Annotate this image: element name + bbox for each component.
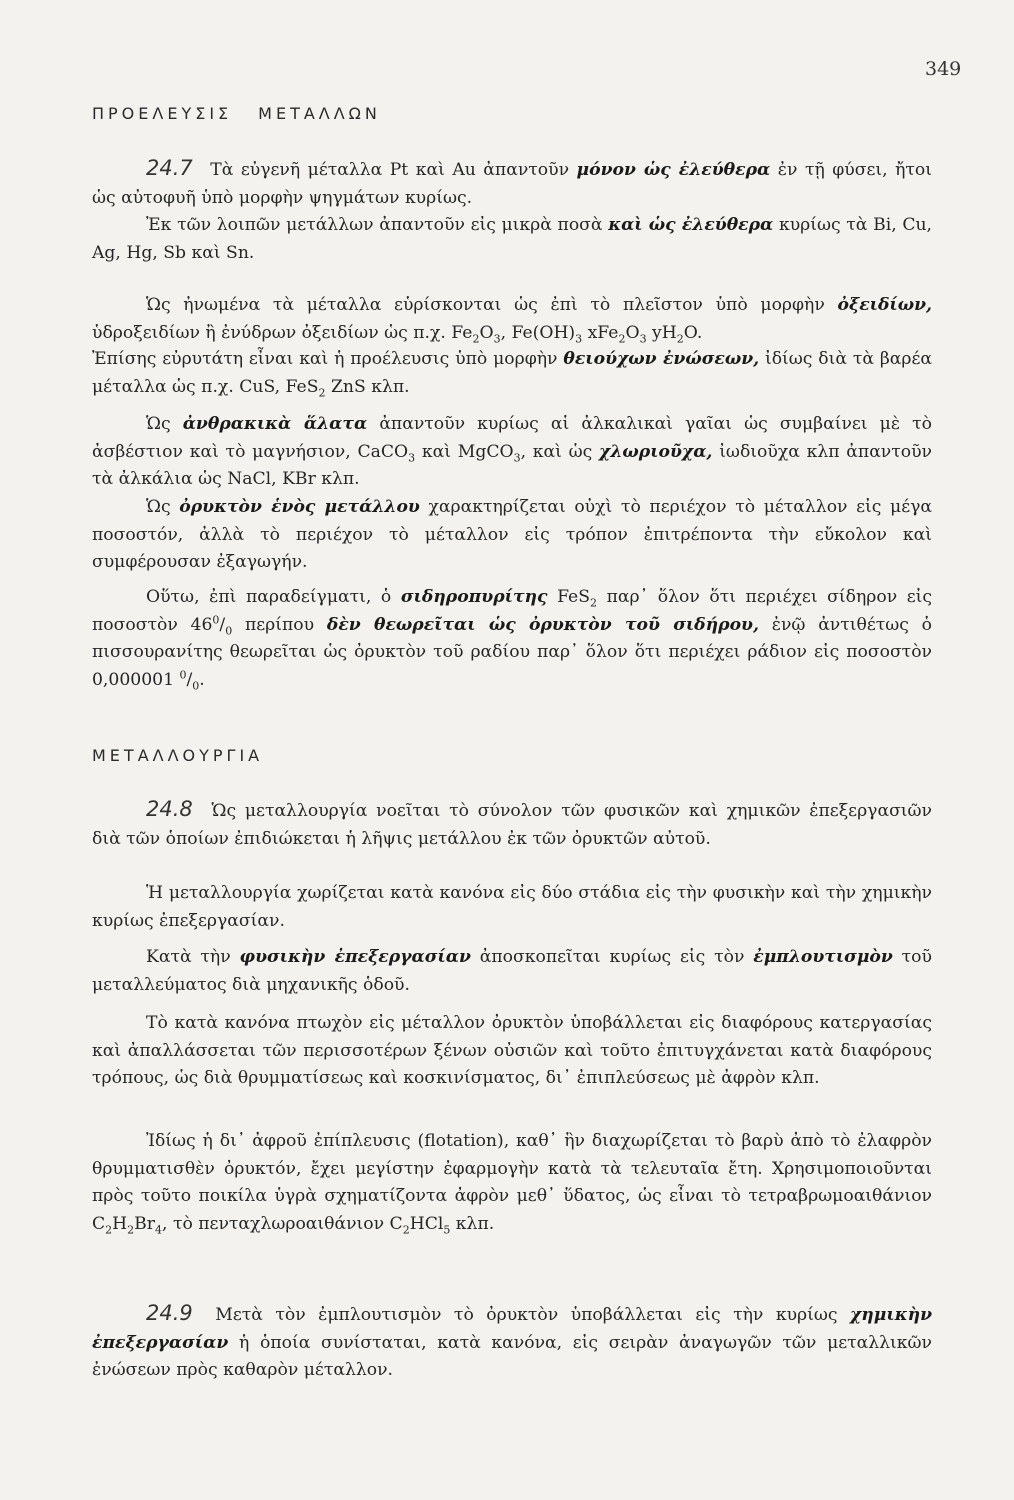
subscript: 2 [318, 385, 326, 399]
paragraph [92, 292, 932, 347]
paragraph [92, 1128, 932, 1238]
section-heading-metallurgy: ΜΕΤΑΛΛΟΥΡΓΙΑ [92, 746, 264, 765]
text: / [186, 669, 193, 690]
subscript: 2 [618, 331, 626, 345]
emphasis: σιδηροπυρίτης [400, 587, 548, 607]
emphasis: μόνον ὡς ἐλεύθερα [576, 160, 771, 180]
text: κλπ. [450, 1213, 495, 1234]
subscript: 3 [639, 331, 647, 345]
text: , Fe(OH) [500, 322, 576, 343]
paragraph [92, 1010, 932, 1093]
text: Τὰ εὐγενῆ μέταλλα Pt καὶ Au ἀπαντοῦν [210, 160, 570, 180]
paragraph [92, 346, 932, 401]
emphasis: θειούχων ἐνώσεων, [563, 349, 760, 369]
subscript: 2 [127, 1222, 135, 1236]
text: H [112, 1213, 128, 1234]
text: τοῦ μεταλλεύματος διὰ μηχανικῆς ὁδοῦ. [92, 947, 932, 995]
paragraph [92, 880, 932, 935]
text: Ὡς ἠνωμένα τὰ μέταλλα εὑρίσκονται ὡς ἐπὶ τὸ πλεῖστον ὑπὸ μορφὴν [146, 295, 825, 315]
subscript: 2 [402, 1222, 410, 1236]
subscript: 3 [513, 450, 521, 464]
paragraph [92, 944, 932, 999]
subscript: 3 [493, 331, 501, 345]
paragraph-24-9 [92, 1300, 932, 1385]
text: Τὸ κατὰ κανόνα πτωχὸν εἰς μέταλλον ὀρυκτὸν ὑποβάλλεται εἰς διαφόρους κατεργασίας καὶ ἀπαλλάσσεται τῶν περισσοτέρων ξένων οὐσιῶν καὶ τοῦτο ἐπιτυγχάνεται κατὰ διαφόρους τρόπους, ὡς διὰ θρυμματίσεως καὶ κοσκινίσματος, δι᾽ ἐπιπλεύσεως μὲ ἀφρὸν κλπ. [92, 1013, 932, 1088]
text: FeS [557, 587, 590, 607]
emphasis: φυσικὴν ἐπεξεργασίαν [239, 947, 471, 967]
text: xFe [582, 322, 619, 343]
section-heading-origin-word2: ΜΕΤΑΛΛΩΝ [258, 104, 381, 123]
text: yH [646, 322, 677, 343]
section-heading-origin [92, 104, 381, 123]
subscript: 2 [590, 596, 597, 610]
subscript: 3 [575, 331, 583, 345]
section-number: 24.9 [146, 1301, 193, 1325]
text: ἰδίως διὰ τὰ βαρέα μέταλλα ὡς π.χ. CuS, FeS [92, 349, 932, 397]
subscript: 2 [472, 331, 480, 345]
text: ἐνῷ ἀντιθέτως ὁ πισσουρανίτης θεωρεῖται ὡς ὀρυκτὸν τοῦ ραδίου παρ᾽ ὅλον ὅτι περιέχει ράδιον εἰς ποσοστὸν 0,000001 [92, 614, 933, 690]
text: παρ᾽ ὅλον ὅτι περιέχει σίδηρον εἰς ποσοστὸν 46 [92, 587, 933, 635]
text: Br [134, 1213, 156, 1234]
emphasis: ὀξειδίων, [837, 295, 933, 315]
text: ἀπαντοῦν κυρίως αἱ ἀλκαλικαὶ γαῖαι ὡς συμβαίνει μὲ τὸ ἀσβέστιον καὶ τὸ μαγνήσιον, CaCO [92, 414, 933, 462]
text: Κατὰ τὴν [146, 947, 231, 967]
text: κυρίως τὰ Bi, Cu, Ag, Hg, Sb καὶ Sn. [92, 215, 933, 263]
text: , καὶ ὡς [520, 441, 593, 462]
subscript: 2 [105, 1222, 113, 1236]
paragraph-24-7 [92, 155, 932, 212]
emphasis: ἀνθρακικὰ ἅλατα [182, 414, 368, 434]
text: Μετὰ τὸν ἐμπλουτισμὸν τὸ ὀρυκτὸν ὑποβάλλεται εἰς τὴν κυρίως [215, 1305, 838, 1325]
text: ἐν τῇ φύσει, ἤτοι ὡς αὐτοφυῆ ὑπὸ μορφὴν ψηγμάτων κυρίως. [92, 160, 932, 208]
emphasis: ἐμπλουτισμὸν [753, 947, 893, 967]
paragraph [92, 212, 932, 267]
text: O. [683, 322, 703, 343]
text: ἰωδιοῦχα κλπ ἀπαντοῦν τὰ ἀλκάλια ὡς NaCl, KBr κλπ. [92, 441, 933, 489]
subscript: 3 [408, 450, 416, 464]
text: Ὡς μεταλλουργία νοεῖται τὸ σύνολον τῶν φυσικῶν καὶ χημικῶν ἐπεξεργασιῶν διὰ τῶν ὁποίων ἐπιδιώκεται ἡ λῆψις μετάλλου ἐκ τῶν ὀρυκτῶν αὐτοῦ. [92, 801, 932, 849]
text: Ἐπίσης εὐρυτάτη εἶναι καὶ ἡ προέλευσις ὑπὸ μορφὴν [92, 349, 558, 369]
emphasis: χλωριοῦχα, [599, 441, 713, 462]
subscript: 0 [225, 623, 233, 637]
paragraph [92, 411, 932, 494]
section-number: 24.7 [146, 156, 193, 180]
subscript: 4 [155, 1222, 163, 1236]
paragraph [92, 584, 932, 694]
text: HCl [409, 1213, 444, 1234]
text: O [479, 322, 494, 343]
text: καὶ MgCO [415, 441, 514, 462]
paragraph-24-8 [92, 796, 932, 853]
paragraph [92, 494, 932, 577]
emphasis: δὲν θεωρεῖται ὡς ὀρυκτὸν τοῦ σιδήρου, [326, 614, 759, 635]
text: O [625, 322, 640, 343]
emphasis: χημικὴν ἐπεξεργασίαν [92, 1305, 933, 1353]
text: χαρακτηρίζεται οὐχὶ τὸ περιέχον τὸ μέταλλον εἰς μέγα ποσοστόν, ἀλλὰ τὸ περιέχον τὸ μέταλλον εἰς τρόπον ἐπιτρέποντα τὴν εὔκολον καὶ συμφέρουσαν ἐξαγωγήν. [92, 497, 933, 572]
text: ZnS κλπ. [325, 376, 410, 397]
subscript: 5 [443, 1222, 451, 1236]
page-number: 349 [925, 58, 962, 80]
text: / [219, 614, 226, 635]
text: , τὸ πενταχλωροαιθάνιον C [162, 1213, 403, 1234]
superscript: 0 [212, 612, 220, 626]
text: . [199, 669, 205, 690]
text: ἡ ὁποία συνίσταται, κατὰ κανόνα, εἰς σειρὰν ἀναγωγῶν τῶν μεταλλικῶν ἐνώσεων πρὸς καθαρὸν μέταλλον. [92, 1332, 932, 1380]
text: περίπου [232, 614, 315, 635]
section-heading-origin-word1: ΠΡΟΕΛΕΥΣΙΣ [92, 104, 233, 123]
text: Ὡς [146, 414, 171, 434]
text: Ἰδίως ἡ δι᾽ ἀφροῦ ἐπίπλευσις (flotation), καθ᾽ ἣν διαχωρίζεται τὸ βαρὺ ἀπὸ τὸ ἐλαφρὸν θρυμματισθὲν ὀρυκτόν, ἔχει μεγίστην ἐφαρμογὴν κατὰ τὰ τελευταῖα ἔτη. Χρησιμοποιοῦνται πρὸς τοῦτο ποικίλα ὑγρὰ σχηματίζοντα ἀφρὸν μεθ᾽ ὕδατος, ὡς εἶναι τὸ τετραβρωμοαιθάνιον C [92, 1131, 932, 1234]
text: ἀποσκοπεῖται κυρίως εἰς τὸν [479, 947, 745, 967]
subscript: 2 [676, 331, 684, 345]
emphasis: καὶ ὡς ἐλεύθερα [608, 215, 774, 235]
text: Ἡ μεταλλουργία χωρίζεται κατὰ κανόνα εἰς δύο στάδια εἰς τὴν φυσικὴν καὶ τὴν χημικὴν κυρίως ἐπεξεργασίαν. [92, 883, 932, 931]
emphasis: ὀρυκτὸν ἑνὸς μετάλλου [179, 497, 420, 517]
section-number: 24.8 [146, 797, 193, 821]
superscript: 0 [179, 667, 187, 681]
subscript: 0 [192, 678, 200, 692]
text: Ὡς [146, 497, 171, 517]
text: ὑδροξειδίων ἢ ἐνύδρων ὀξειδίων ὡς π.χ. Fe [92, 322, 473, 343]
text: Οὕτω, ἐπὶ παραδείγματι, ὁ [146, 587, 392, 607]
text: Ἐκ τῶν λοιπῶν μετάλλων ἀπαντοῦν εἰς μικρὰ ποσὰ [146, 215, 603, 235]
